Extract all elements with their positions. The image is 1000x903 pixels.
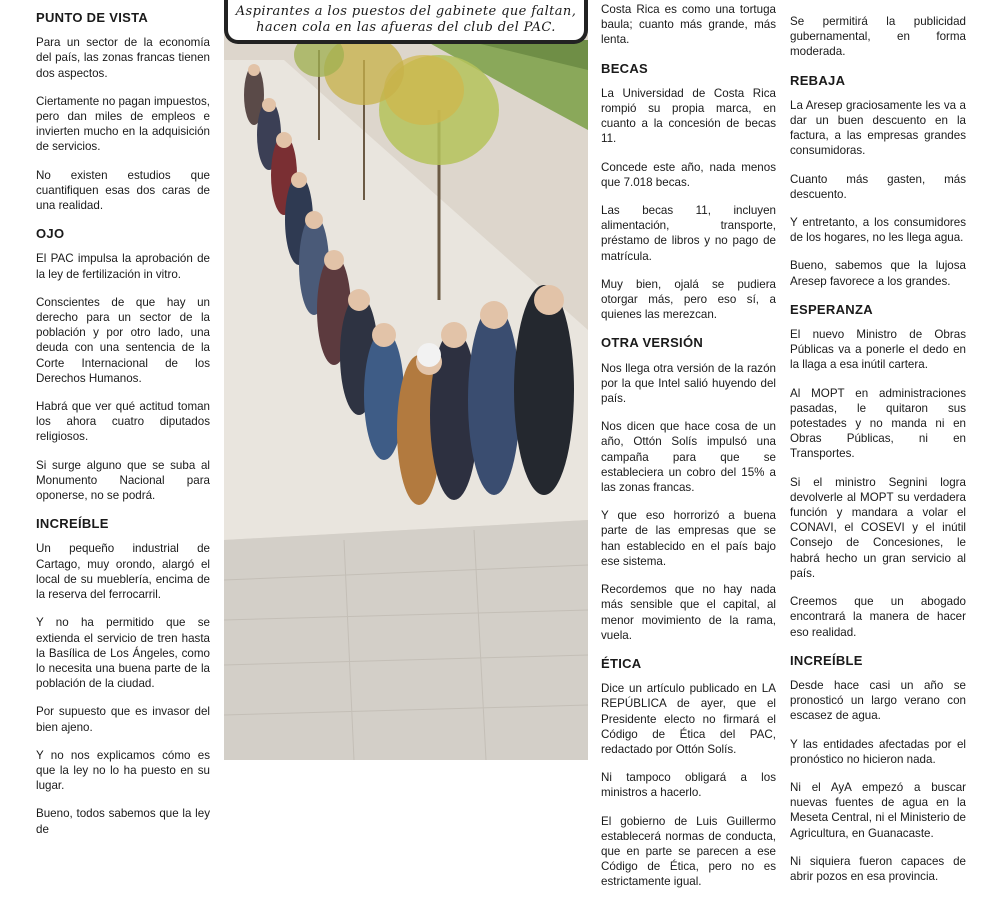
paragraph: La Universidad de Costa Rica rompió su propia marca, en cuanto a la concesión de becas 11. — [601, 86, 776, 146]
queue-photo-illustration — [224, 0, 588, 760]
paragraph: Cuanto más gasten, más descuento. — [790, 172, 966, 201]
paragraph: Las becas 11, incluyen alimentación, transporte, préstamo de libros y no pago de matrícula. — [601, 204, 776, 263]
paragraph: Y entretanto, a los consumidores de los hogares, no les llega agua. — [790, 216, 966, 245]
section-heading: OJO — [36, 226, 65, 242]
paragraph: Ciertamente no pagan impuestos, pero dan miles de empleos e invierten mucho en la adquisición de servicios. — [36, 94, 211, 154]
section-heading: INCREÍBLE — [790, 652, 863, 668]
paragraph: Bueno, sabemos que la lujosa Aresep favorece a los grandes. — [790, 259, 966, 288]
paragraph: Ni siquiera fueron capaces de abrir pozos en esa provincia. — [790, 854, 966, 883]
paragraph: El nuevo Ministro de Obras Públicas va a ponerle el dedo en la llaga a esa inútil cartera. — [790, 328, 966, 372]
paragraph: Y que eso horrorizó a buena parte de las empresas que se han establecido en el país bajo ese sistema. — [601, 509, 776, 568]
paragraph: Conscientes de que hay un derecho para un sector de la población y por otro lado, una deuda con una sentencia de la Corte Internacional de los Derechos Humanos. — [36, 295, 210, 385]
section-heading: BECAS — [601, 60, 649, 76]
paragraph: Bueno, todos sabemos que la ley de — [36, 807, 210, 836]
paragraph: Nos dicen que hace cosa de un año, Ottón Solís impulsó una campaña para que se estableciera un cobro del 15% a las zonas francas. — [601, 420, 776, 495]
paragraph: Por supuesto que es invasor del bien ajeno. — [36, 705, 210, 734]
paragraph: Si el ministro Segnini logra devolverle al MOPT su verdadera función y mandara a volar el CONAVI, el COSEVI y el inútil Consejo de Concesiones, le habrá hecho un gran servicio al país. — [790, 475, 966, 580]
section-heading: ESPERANZA — [790, 301, 873, 317]
paragraph: Para un sector de la economía del país, las zonas francas tienen dos aspectos. — [36, 36, 210, 80]
section-heading: INCREÍBLE — [36, 516, 109, 532]
paragraph: Y las entidades afectadas por el pronóstico no hicieron nada. — [790, 737, 966, 766]
column-middle-right — [601, 2, 776, 903]
section-heading: PUNTO DE VISTA — [36, 10, 149, 25]
section-heading: REBAJA — [790, 72, 846, 88]
paragraph: Dice un artículo publicado en LA REPÚBLICA de ayer, que el Presidente electo no firmará el Código de Ética del PAC, redactado por Ottón Solís. — [601, 682, 776, 756]
queue-photo — [224, 0, 588, 760]
paragraph: Un pequeño industrial de Cartago, muy orondo, alargó el local de su mueblería, encima de la reserva del ferrocarril. — [36, 542, 210, 602]
section-heading: OTRA VERSIÓN — [601, 335, 704, 351]
section-heading: ÉTICA — [601, 655, 642, 671]
caption-line-1: Aspirantes a los puestos del gabinete que faltan, — [235, 4, 577, 19]
paragraph: Si surge alguno que se suba al Monumento Nacional para oponerse, no se podrá. — [36, 458, 210, 503]
paragraph: Y no nos explicamos cómo es que la ley no lo ha puesto en su lugar. — [36, 748, 210, 793]
paragraph: Al MOPT en administraciones pasadas, le quitaron sus potestades y no manda ni en Obras Públicas, ni en Transportes. — [790, 386, 966, 461]
paragraph: Muy bien, ojalá se pudiera otorgar más, pero eso sí, a quienes las merezcan. — [601, 277, 776, 322]
paragraph: Y no ha permitido que se extienda el servicio de tren hasta la Basílica de Los Ángeles, como lo necesita una buena parte de la población de la ciudad. — [36, 616, 210, 691]
paragraph: Desde hace casi un año se pronosticó un largo verano con escasez de agua. — [790, 678, 966, 723]
photo-caption — [224, 0, 588, 44]
paragraph: El gobierno de Luis Guillermo establecerá normas de conducta, que en parte se parecen a ese Código de Ética, pero no es estrictamente igual. — [601, 814, 776, 889]
column-right — [790, 14, 966, 897]
paragraph: Habrá que ver qué actitud toman los ahora cuatro diputados religiosos. — [36, 400, 210, 444]
paragraph: Creemos que un abogado encontrará la manera de hacer eso realidad. — [790, 595, 966, 639]
paragraph: El PAC impulsa la aprobación de la ley de fertilización in vitro. — [36, 252, 210, 281]
paragraph: La Aresep graciosamente les va a dar un buen descuento en la factura, a las empresas grandes consumidoras. — [790, 98, 966, 158]
caption-line-2: hacen cola en las afueras del club del PAC. — [256, 20, 556, 35]
paragraph: Recordemos que no hay nada más sensible que el capital, al menor movimiento de la rama, vuela. — [601, 583, 776, 642]
paragraph: Nos llega otra versión de la razón por la que Intel salió huyendo del país. — [601, 361, 776, 406]
paragraph: Ni tampoco obligará a los ministros a hacerlo. — [601, 771, 776, 800]
paragraph: Se permitirá la publicidad gubernamental, en forma moderada. — [790, 15, 966, 59]
column-left — [36, 2, 210, 850]
paragraph: Concede este año, nada menos que 7.018 becas. — [601, 160, 776, 189]
paragraph: Ni el AyA empezó a buscar nuevas fuentes de agua en la Meseta Central, ni el Ministerio de Agricultura, en Guanacaste. — [790, 780, 966, 840]
paragraph: Costa Rica es como una tortuga baula; cuanto más grande, más lenta. — [601, 3, 776, 47]
paragraph: No existen estudios que cuantifiquen esas dos caras de una realidad. — [36, 168, 210, 213]
